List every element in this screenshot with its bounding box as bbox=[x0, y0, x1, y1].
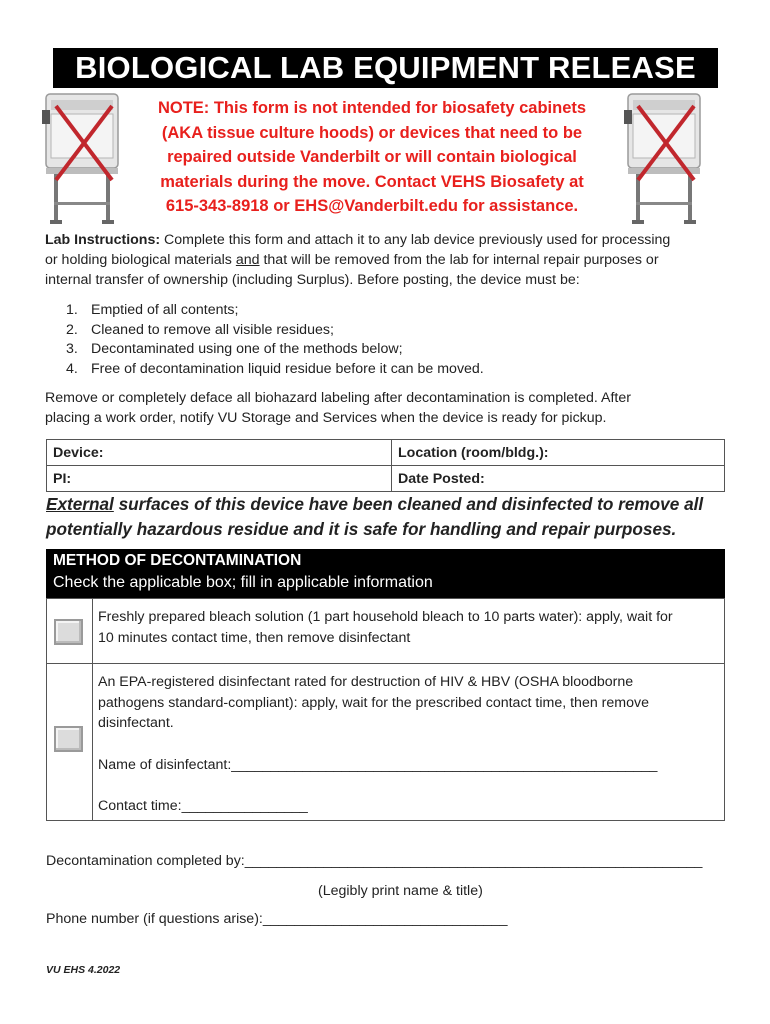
form-version: VU EHS 4.2022 bbox=[46, 964, 121, 976]
note-line: 615-343-8918 or EHS@Vanderbilt.edu for assistance. bbox=[165, 197, 579, 215]
list-text: Free of decontamination liquid residue before it can be moved. bbox=[91, 360, 484, 377]
option-line: 10 minutes contact time, then remove disinfectant bbox=[98, 629, 411, 646]
list-item bbox=[66, 301, 484, 321]
method-option-epa bbox=[46, 663, 725, 821]
instructions-label: Lab Instructions: bbox=[45, 232, 161, 248]
print-name-hint: (Legibly print name & title) bbox=[318, 883, 483, 899]
list-text: Emptied of all contents; bbox=[91, 302, 239, 318]
device-info-table bbox=[46, 439, 725, 492]
note-line: repaired outside Vanderbilt or will contain biological bbox=[167, 148, 577, 166]
lab-instructions bbox=[45, 230, 725, 290]
instructions-text: or holding biological materials bbox=[45, 252, 236, 268]
contact-time-field[interactable]: Contact time:________________ bbox=[98, 798, 308, 814]
pi-field[interactable]: PI: bbox=[47, 466, 392, 492]
statement-emphasis: External bbox=[46, 494, 114, 514]
option-text bbox=[98, 607, 716, 648]
option-text bbox=[98, 672, 716, 817]
completed-by-field[interactable]: Decontamination completed by:__________________________________________________________ bbox=[46, 853, 703, 869]
cleaning-statement bbox=[46, 492, 746, 542]
biosafety-note bbox=[130, 96, 614, 219]
statement-text: potentially hazardous residue and it is safe for handling and repair purposes. bbox=[46, 519, 677, 539]
method-subheading: Check the applicable box; fill in applicable information bbox=[53, 574, 433, 591]
list-number: 1. bbox=[66, 302, 78, 318]
option-line: Freshly prepared bleach solution (1 part household bleach to 10 parts water): apply, wait for bbox=[98, 609, 673, 625]
instructions-emphasis: and bbox=[235, 252, 260, 268]
checkbox-cell bbox=[47, 664, 93, 820]
method-header bbox=[46, 549, 725, 598]
removal-text: placing a work order, notify VU Storage and Services when the device is ready for pickup. bbox=[45, 410, 607, 426]
note-line: (AKA tissue culture hoods) or devices that need to be bbox=[161, 123, 583, 142]
note-line: NOTE: This form is not intended for biosafety cabinets bbox=[157, 99, 587, 117]
list-number: 2. bbox=[66, 321, 78, 338]
removal-instructions bbox=[45, 388, 725, 428]
option-line: An EPA-registered disinfectant rated for destruction of HIV & HBV (OSHA bloodborne bbox=[98, 674, 634, 690]
list-text: Decontaminated using one of the methods below; bbox=[91, 341, 403, 357]
disinfectant-name-field[interactable]: Name of disinfectant:______________________________________________________ bbox=[98, 756, 658, 773]
list-number: 3. bbox=[66, 341, 78, 357]
method-option-bleach bbox=[46, 598, 725, 664]
biosafety-cabinet-crossed-icon bbox=[38, 88, 124, 228]
option-line: disinfectant. bbox=[98, 715, 174, 731]
biosafety-cabinet-crossed-icon bbox=[620, 88, 706, 228]
list-item bbox=[66, 321, 484, 341]
instructions-text: Complete this form and attach it to any lab device previously used for processing bbox=[160, 232, 671, 248]
date-posted-field[interactable]: Date Posted: bbox=[392, 466, 725, 492]
instructions-text: internal transfer of ownership (including Surplus). Before posting, the device must be: bbox=[45, 272, 580, 288]
device-field[interactable]: Device: bbox=[47, 440, 392, 466]
requirements-list bbox=[66, 301, 484, 379]
note-line: materials during the move. Contact VEHS Biosafety at bbox=[160, 172, 584, 191]
instructions-text: that will be removed from the lab for internal repair purposes or bbox=[259, 252, 659, 268]
phone-number-field[interactable]: Phone number (if questions arise):_______________________________ bbox=[46, 911, 508, 927]
location-field[interactable]: Location (room/bldg.): bbox=[392, 440, 725, 466]
form-title: BIOLOGICAL LAB EQUIPMENT RELEASE bbox=[53, 48, 718, 88]
list-item bbox=[66, 360, 484, 380]
list-item bbox=[66, 340, 484, 360]
epa-checkbox[interactable] bbox=[54, 726, 83, 752]
option-line: pathogens standard-compliant): apply, wait for the prescribed contact time, then remove bbox=[98, 694, 649, 711]
statement-text: surfaces of this device have been cleaned and disinfected to remove all bbox=[113, 494, 704, 514]
method-options bbox=[46, 598, 725, 821]
removal-text: Remove or completely deface all biohazard labeling after decontamination is completed. After bbox=[45, 390, 631, 406]
method-heading: METHOD OF DECONTAMINATION bbox=[53, 552, 302, 569]
list-number: 4. bbox=[66, 360, 78, 377]
bleach-checkbox[interactable] bbox=[54, 619, 83, 645]
list-text: Cleaned to remove all visible residues; bbox=[91, 321, 334, 338]
checkbox-cell bbox=[47, 599, 93, 663]
